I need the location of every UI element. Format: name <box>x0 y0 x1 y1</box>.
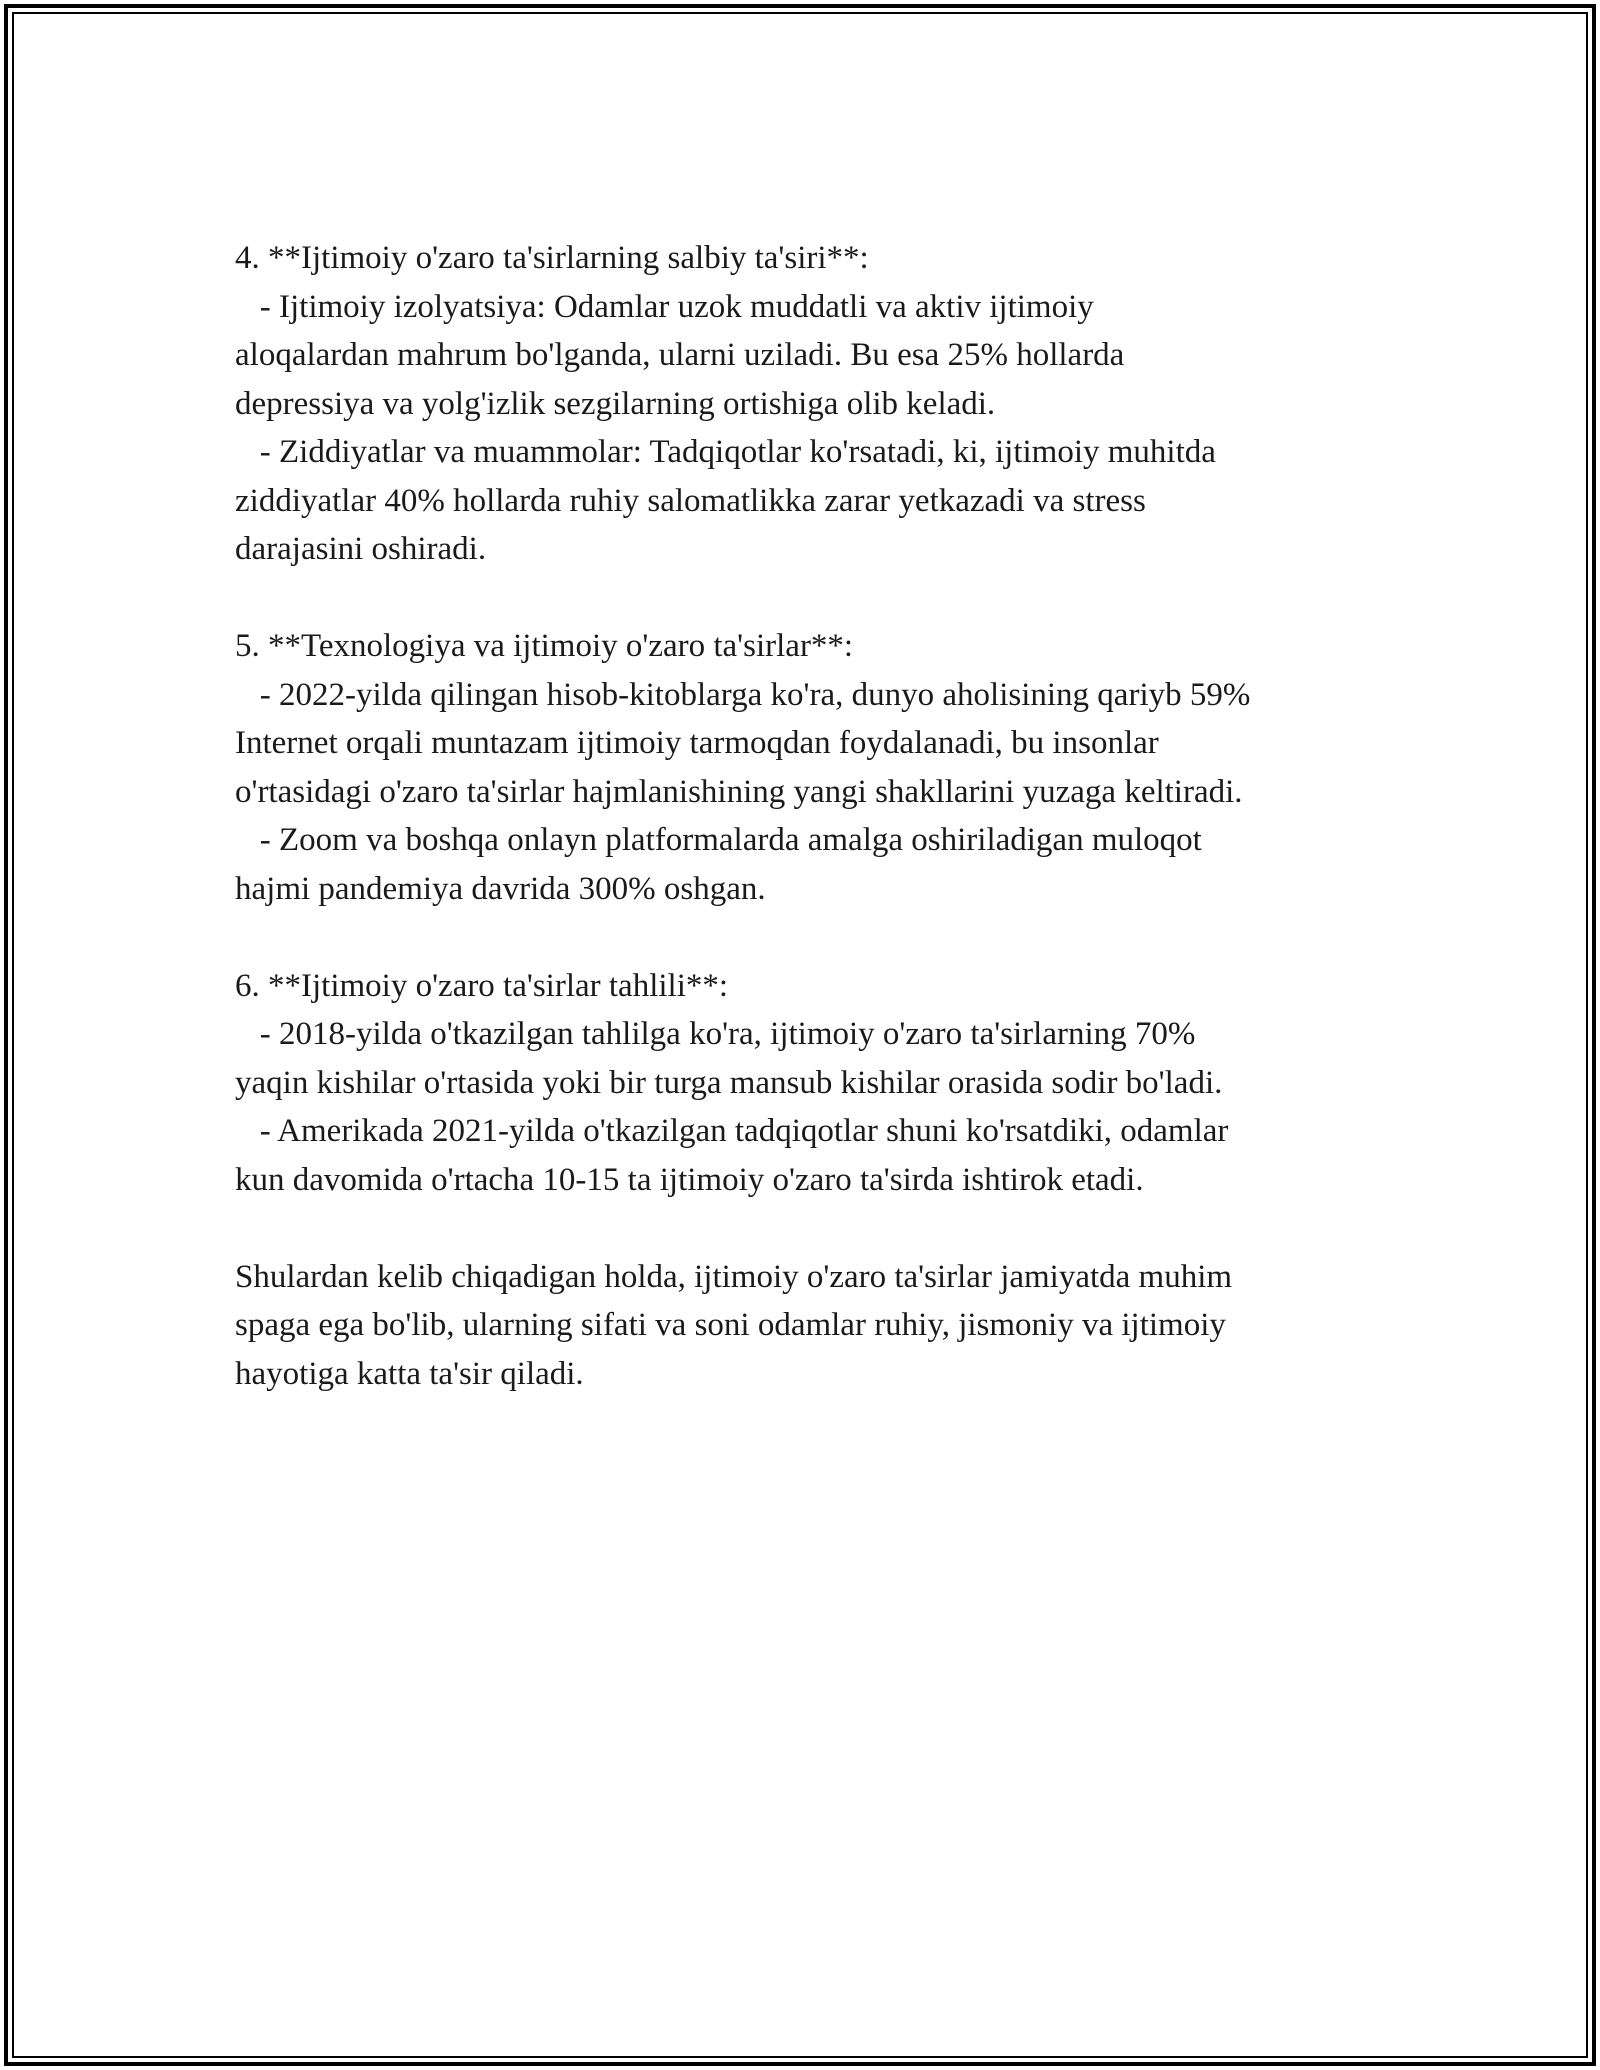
text-line: o'rtasidagi o'zaro ta'sirlar hajmlanishining yangi shakllarini yuzaga keltiradi. <box>235 773 1243 810</box>
text-line: - Zoom va boshqa onlayn platformalarda amalga oshiriladigan muloqot <box>235 822 1202 858</box>
section-conclusion <box>235 1253 1400 1399</box>
text-line: - 2018-yilda o'tkazilgan tahlilga ko'ra, ijtimoiy o'zaro ta'sirlarning 70% <box>235 1016 1196 1052</box>
text-line: ziddiyatlar 40% hollarda ruhiy salomatlikka zarar yetkazadi va stress <box>235 482 1146 519</box>
text-line: yaqin kishilar o'rtasida yoki bir turga mansub kishilar orasida sodir bo'ladi. <box>235 1064 1223 1101</box>
text-line: Internet orqali muntazam ijtimoiy tarmoqdan foydalanadi, bu insonlar <box>235 725 1159 761</box>
text-line: hajmi pandemiya davrida 300% oshgan. <box>235 870 766 907</box>
text-line: darajasini oshiradi. <box>235 531 487 567</box>
section-negative-effects <box>235 234 1400 574</box>
text-line: aloqalardan mahrum bo'lganda, ularni uziladi. Bu esa 25% hollarda <box>235 337 1125 373</box>
text-line: - Amerikada 2021-yilda o'tkazilgan tadqiqotlar shuni ko'rsatdiki, odamlar <box>235 1113 1229 1149</box>
section-heading: 4. **Ijtimoiy o'zaro ta'sirlarning salbiy ta'siri**: <box>235 240 869 276</box>
section-analysis <box>235 962 1400 1205</box>
section-heading: 6. **Ijtimoiy o'zaro ta'sirlar tahlili**: <box>235 967 729 1004</box>
text-line: kun davomida o'rtacha 10-15 ta ijtimoiy o'zaro ta'sirda ishtirok etadi. <box>235 1161 1144 1198</box>
paragraph-gap <box>235 574 1400 623</box>
text-line: - Ziddiyatlar va muammolar: Tadqiqotlar ko'rsatadi, ki, ijtimoiy muhitda <box>235 434 1216 470</box>
paragraph-gap <box>235 913 1400 962</box>
text-line: - Ijtimoiy izolyatsiya: Odamlar uzok muddatli va aktiv ijtimoiy <box>235 288 1094 325</box>
text-line: depressiya va yolg'izlik sezgilarning ortishiga olib keladi. <box>235 385 996 422</box>
conclusion-line: spaga ega bo'lib, ularning sifati va soni odamlar ruhiy, jismoniy va ijtimoiy <box>235 1307 1226 1343</box>
section-heading: 5. **Texnologiya va ijtimoiy o'zaro ta'sirlar**: <box>235 628 854 664</box>
conclusion-line: Shulardan kelib chiqadigan holda, ijtimoiy o'zaro ta'sirlar jamiyatda muhim <box>235 1258 1233 1295</box>
document-body <box>235 234 1400 1398</box>
conclusion-line: hayotiga katta ta'sir qiladi. <box>235 1355 584 1392</box>
text-line: - 2022-yilda qilingan hisob-kitoblarga ko'ra, dunyo aholisining qariyb 59% <box>235 676 1251 713</box>
section-technology <box>235 622 1400 913</box>
paragraph-gap <box>235 1204 1400 1253</box>
